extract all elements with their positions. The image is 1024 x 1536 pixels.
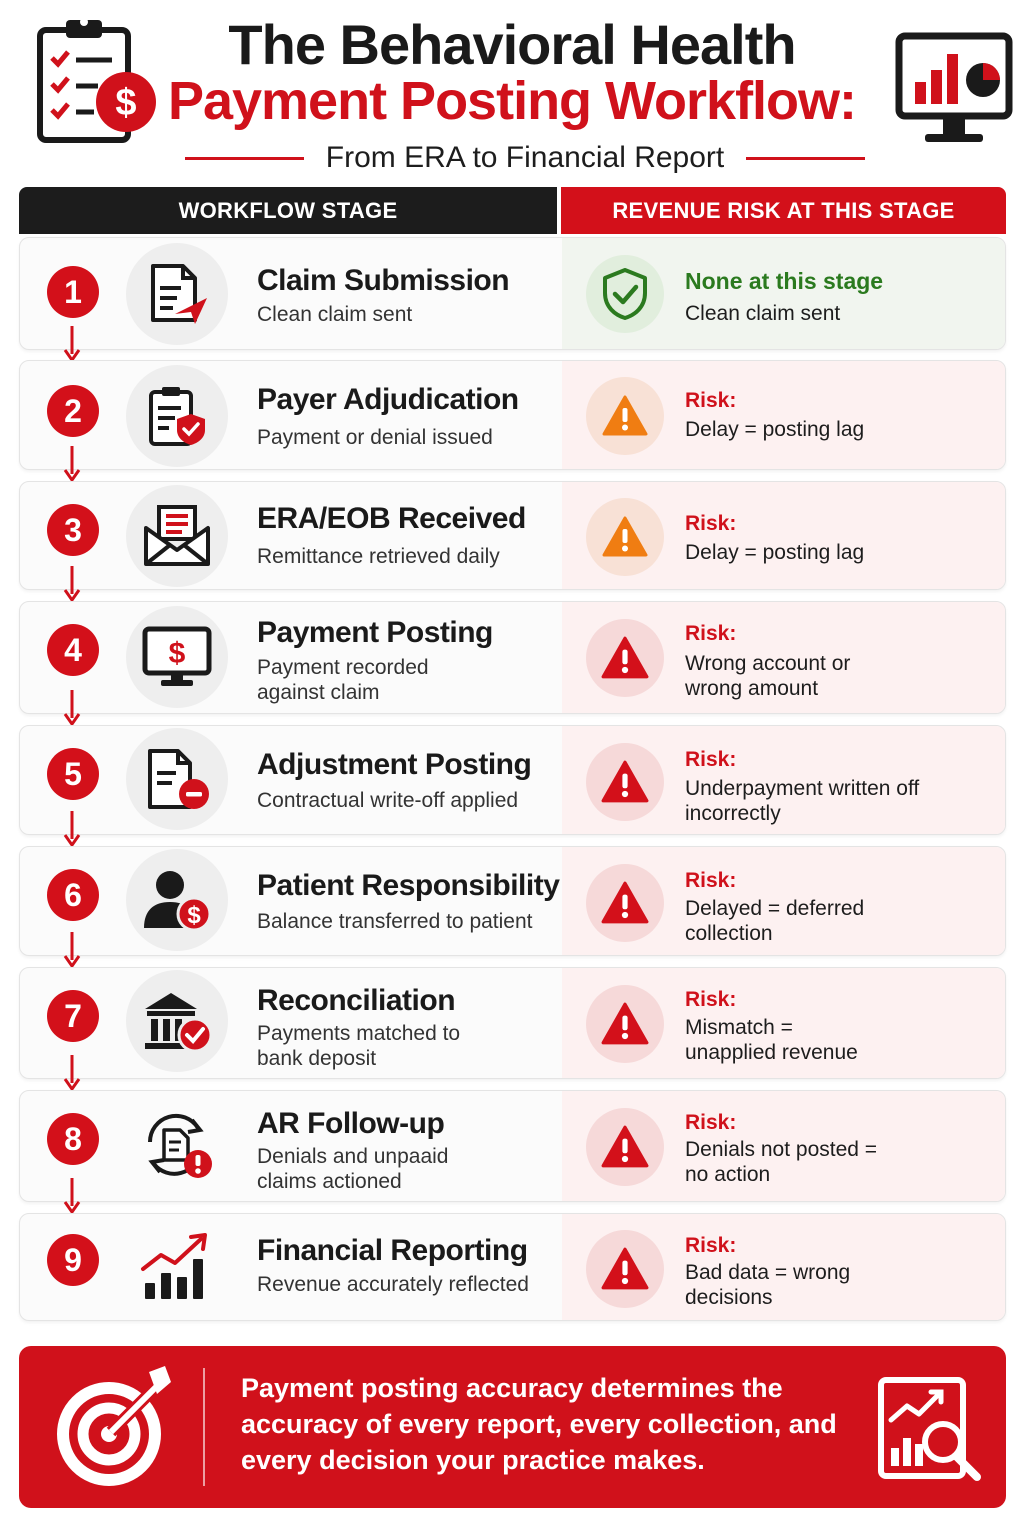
stage-title: AR Follow-up: [257, 1107, 445, 1140]
risk-label: Risk:: [685, 1111, 737, 1134]
bar-chart-growth-icon: [139, 1229, 215, 1305]
risk-label: Risk:: [685, 1234, 737, 1257]
step-number: 1: [47, 266, 99, 318]
stage-description: Payment or denial issued: [257, 426, 493, 449]
risk-icon-wrap: [586, 743, 664, 821]
monitor-dollar-icon: [141, 625, 213, 689]
document-minus-icon: [144, 747, 210, 811]
flow-arrow-icon: [63, 1055, 81, 1091]
stage-description: Contractual write-off applied: [257, 789, 519, 812]
stage-title: ERA/EOB Received: [257, 502, 526, 535]
risk-icon-wrap: [586, 619, 664, 697]
stage-icon-wrap: [126, 365, 228, 467]
stage-row-1: [19, 237, 1006, 350]
risk-description: Delay = posting lag: [685, 541, 865, 564]
shield-check-icon: [600, 267, 650, 321]
svg-text:$: $: [115, 82, 137, 124]
stage-title: Adjustment Posting: [257, 748, 532, 781]
stage-row-6: [19, 846, 1006, 956]
risk-label: Risk:: [685, 988, 737, 1011]
title-line-1: The Behavioral Health: [228, 13, 796, 76]
risk-label: Risk:: [685, 748, 737, 771]
footer-message: Payment posting accuracy determines the accuracy of every report, every collection, and every decision your practice makes.: [241, 1373, 837, 1475]
risk-icon-wrap: [586, 1230, 664, 1308]
monitor-chart-icon: [895, 30, 1013, 150]
stage-icon-wrap: [126, 485, 228, 587]
step-number: 5: [47, 748, 99, 800]
risk-label: Risk:: [685, 389, 737, 412]
stage-title: Financial Reporting: [257, 1234, 528, 1267]
stage-title: Claim Submission: [257, 264, 510, 297]
stage-description: Payments matched to bank deposit: [257, 1022, 461, 1070]
subtitle: From ERA to Financial Report: [325, 141, 725, 174]
risk-description: Bad data = wrong decisions: [685, 1261, 851, 1309]
subtitle-rule-right: [746, 157, 865, 160]
risk-label: Risk:: [685, 869, 737, 892]
risk-description: Underpayment written off incorrectly: [685, 777, 920, 825]
svg-text:$: $: [168, 637, 186, 670]
step-number: 8: [47, 1113, 99, 1165]
stage-title: Payer Adjudication: [257, 383, 519, 416]
warning-triangle-icon: [601, 1125, 649, 1169]
footer-divider: [203, 1368, 205, 1486]
risk-description: Mismatch = unapplied revenue: [685, 1016, 858, 1064]
stage-icon-wrap: [126, 849, 228, 951]
risk-icon-wrap: [586, 498, 664, 576]
risk-icon-wrap: [586, 377, 664, 455]
stage-title: Patient Responsibility: [257, 869, 560, 902]
stage-row-9: [19, 1213, 1006, 1321]
stage-row-5: [19, 725, 1006, 835]
person-dollar-icon: [142, 868, 212, 932]
risk-label: Risk:: [685, 622, 737, 645]
header: [0, 0, 1024, 185]
stage-icon-wrap: [126, 1216, 228, 1318]
flow-arrow-icon: [63, 690, 81, 726]
report-magnifier-icon: [877, 1376, 987, 1486]
stage-description: Denials and unpaaid claims actioned: [257, 1145, 449, 1193]
flow-arrow-icon: [63, 446, 81, 482]
flow-arrow-icon: [63, 326, 81, 362]
flow-arrow-icon: [63, 1178, 81, 1214]
risk-description: Delayed = deferred collection: [685, 897, 865, 945]
footer-banner: [19, 1346, 1006, 1508]
target-arrow-icon: [57, 1362, 177, 1486]
stage-row-4: [19, 601, 1006, 714]
warning-triangle-icon: [601, 636, 649, 680]
step-number: 9: [47, 1234, 99, 1286]
document-send-icon: [145, 262, 209, 326]
bank-check-icon: [141, 989, 213, 1053]
subtitle-row: [185, 138, 865, 178]
stage-icon-wrap: [126, 970, 228, 1072]
envelope-icon: [142, 504, 212, 568]
risk-description: Wrong account or wrong amount: [685, 652, 851, 700]
warning-triangle-icon: [601, 881, 649, 925]
stage-row-2: [19, 360, 1006, 470]
column-header-stage: WORKFLOW STAGE: [19, 187, 557, 234]
title-line-2: Payment Posting Workflow:: [167, 71, 857, 131]
risk-icon-wrap: [586, 985, 664, 1063]
warning-triangle-icon: [601, 760, 649, 804]
step-number: 2: [47, 385, 99, 437]
warning-triangle-icon: [601, 1002, 649, 1046]
stage-description: Revenue accurately reflected: [257, 1273, 529, 1296]
risk-description: Denials not posted = no action: [685, 1138, 878, 1186]
flow-arrow-icon: [63, 566, 81, 602]
column-header-risk: REVENUE RISK AT THIS STAGE: [561, 187, 1006, 234]
risk-label: None at this stage: [685, 268, 884, 294]
stage-description: Balance transferred to patient: [257, 910, 533, 933]
stage-row-3: [19, 481, 1006, 590]
step-number: 6: [47, 869, 99, 921]
subtitle-rule-left: [185, 157, 304, 160]
cycle-document-alert-icon: [136, 1106, 218, 1186]
flow-arrow-icon: [63, 811, 81, 847]
warning-triangle-icon: [602, 516, 648, 558]
stage-title: Reconciliation: [257, 984, 456, 1017]
stage-row-7: [19, 967, 1006, 1079]
risk-description: Clean claim sent: [685, 302, 841, 325]
stage-icon-wrap: [126, 728, 228, 830]
warning-triangle-icon: [601, 1247, 649, 1291]
stage-icon-wrap: [126, 1095, 228, 1197]
step-number: 3: [47, 504, 99, 556]
stage-row-8: [19, 1090, 1006, 1202]
stage-description: Clean claim sent: [257, 303, 413, 326]
warning-triangle-icon: [602, 395, 648, 437]
stage-title: Payment Posting: [257, 616, 493, 649]
risk-description: Delay = posting lag: [685, 418, 865, 441]
stage-icon-wrap: [126, 243, 228, 345]
svg-text:$: $: [187, 902, 201, 929]
clipboard-shield-icon: [145, 384, 209, 448]
risk-icon-wrap: [586, 864, 664, 942]
risk-icon-wrap: [586, 255, 664, 333]
step-number: 7: [47, 990, 99, 1042]
risk-label: Risk:: [685, 512, 737, 535]
stage-description: Remittance retrieved daily: [257, 545, 500, 568]
risk-icon-wrap: [586, 1108, 664, 1186]
stage-icon-wrap: [126, 606, 228, 708]
flow-arrow-icon: [63, 932, 81, 968]
step-number: 4: [47, 624, 99, 676]
stage-description: Payment recorded against claim: [257, 656, 429, 704]
